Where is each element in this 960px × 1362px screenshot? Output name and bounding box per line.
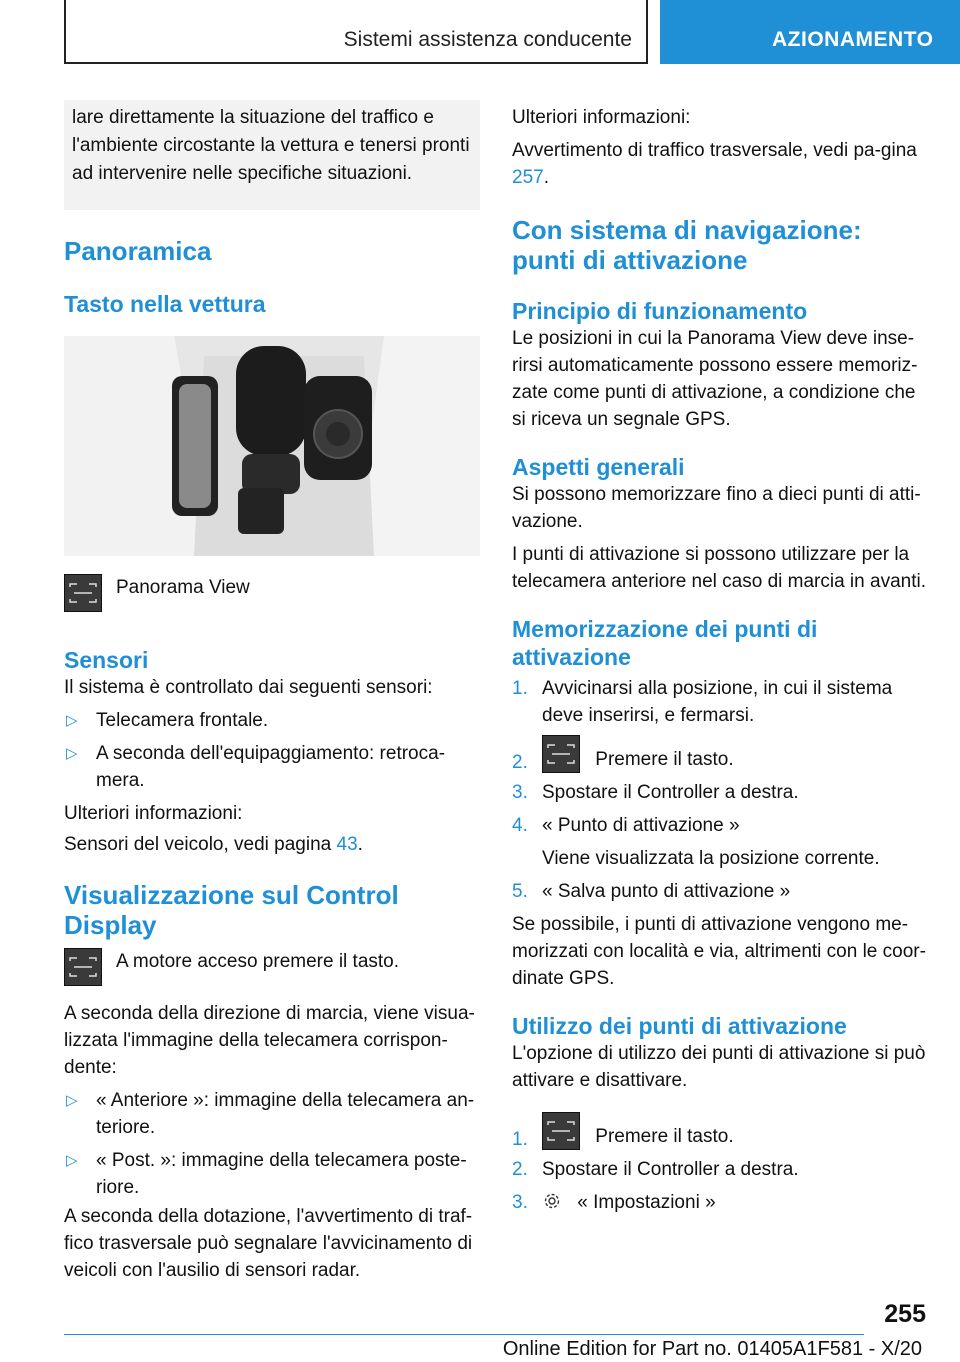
display-end-text: A seconda della dotazione, l'avvertimento di traf-fico trasversale può segnalare l'avvicinamento di veicoli con l'ausilio di sensori radar.	[64, 1206, 473, 1281]
gear-icon	[542, 1191, 562, 1219]
note-box: lare direttamente la situazione del traffico e l'ambiente circostante la vettura e tenersi pronti ad intervenire nelle specifiche situazioni.	[64, 100, 480, 210]
sensors-page-link[interactable]: 43	[336, 834, 358, 855]
list-item: ▷ « Anteriore »: immagine della telecamera an-teriore.	[64, 1087, 480, 1141]
list-item: 1. Avvicinarsi alla posizione, in cui il sistema deve inserirsi, e fermarsi.	[512, 678, 893, 726]
heading-use: Utilizzo dei punti di attivazione	[512, 1013, 847, 1040]
more-info-label: Ulteriori informazioni:	[64, 803, 243, 824]
footer-divider	[64, 1334, 864, 1335]
heading-overview: Panoramica	[64, 236, 212, 266]
display-press-text: A motore acceso premere il tasto.	[116, 951, 400, 972]
sensors-intro: Il sistema è controllato dai seguenti sensori:	[64, 677, 433, 698]
car-console-photo	[64, 336, 480, 556]
list-item: 4. « Punto di attivazione »	[512, 815, 740, 837]
display-list	[64, 1087, 480, 1201]
sensors-list	[64, 707, 480, 794]
cross-traffic-page-link[interactable]: 257	[512, 167, 544, 188]
general-text-2: I punti di attivazione si possono utilizzare per la telecamera anteriore nel caso di marcia in avanti.	[512, 544, 926, 592]
list-item: ▷ Telecamera frontale.	[64, 707, 480, 734]
header-title: Sistemi assistenza conducente	[343, 28, 632, 51]
list-item: 3. Spostare il Controller a destra.	[512, 782, 799, 804]
list-item: 1. Premere il tasto.	[512, 1112, 928, 1150]
panorama-view-row	[64, 574, 480, 612]
list-item: 2. Premere il tasto.	[512, 735, 928, 773]
store-end-text: Se possibile, i punti di attivazione vengono me-morizzati con località e via, altrimenti con le coor-dinate GPS.	[512, 914, 926, 990]
general-text-1: Si possono memorizzare fino a dieci punti di atti-vazione.	[512, 484, 921, 532]
right-column	[512, 100, 928, 1219]
heading-general: Aspetti generali	[512, 454, 685, 480]
principle-text: Le posizioni in cui la Panorama View deve inse-rirsi automaticamente possono essere memoriz-zate come punti di attivazione, a condizione che si riceva un segnale GPS.	[512, 328, 918, 430]
list-item: 3. « Impostazioni »	[512, 1189, 928, 1219]
display-press-row	[64, 948, 480, 986]
footer-edition: Online Edition for Part no. 01405A1F581 - X/20	[502, 1338, 922, 1360]
cross-ref-text: Avvertimento di traffico trasversale, vedi pa-gina	[512, 140, 917, 161]
list-item: Viene visualizzata la posizione corrente.	[542, 848, 880, 870]
heading-control-display: Visualizzazione sul Control Display	[64, 880, 399, 940]
store-steps	[512, 675, 928, 905]
panorama-view-button-icon[interactable]	[64, 948, 102, 986]
list-item: ▷ A seconda dell'equipaggiamento: retroca-mera.	[64, 740, 480, 794]
sensors-reference: Sensori del veicolo, vedi pagina 43.	[64, 834, 363, 855]
panorama-view-button-icon[interactable]	[542, 1112, 580, 1150]
header-box	[64, 0, 648, 64]
left-column	[64, 100, 480, 1284]
heading-sensors: Sensori	[64, 647, 149, 673]
list-item: ▷ « Post. »: immagine della telecamera poste-riore.	[64, 1147, 480, 1201]
panorama-view-label: Panorama View	[116, 577, 250, 598]
use-steps	[512, 1112, 928, 1219]
list-item: 5. « Salva punto di attivazione »	[512, 881, 791, 903]
panorama-view-button-icon[interactable]	[542, 735, 580, 773]
console-illustration	[64, 336, 480, 556]
list-item: 2. Spostare il Controller a destra.	[512, 1159, 799, 1181]
more-info-label: Ulteriori informazioni:	[512, 107, 691, 128]
heading-button: Tasto nella vettura	[64, 291, 266, 317]
panorama-view-button-icon[interactable]	[64, 574, 102, 612]
heading-principle: Principio di funzionamento	[512, 298, 808, 324]
cross-traffic-reference: Avvertimento di traffico trasversale, vedi pa-gina 257.	[512, 140, 917, 188]
use-text: L'opzione di utilizzo dei punti di attivazione si può attivare e disattivare.	[512, 1043, 926, 1092]
heading-store: Memorizzazione dei punti di attivazione	[512, 616, 818, 670]
heading-navigation: Con sistema di navigazione: punti di attivazione	[512, 215, 862, 275]
sensors-ref-text: Sensori del veicolo, vedi pagina	[64, 834, 332, 855]
header-tab[interactable]: AZIONAMENTO	[660, 0, 960, 64]
page-number: 255	[884, 1300, 926, 1328]
display-text: A seconda della direzione di marcia, viene visua-lizzata l'immagine della telecamera corrispon-dente:	[64, 1003, 475, 1078]
